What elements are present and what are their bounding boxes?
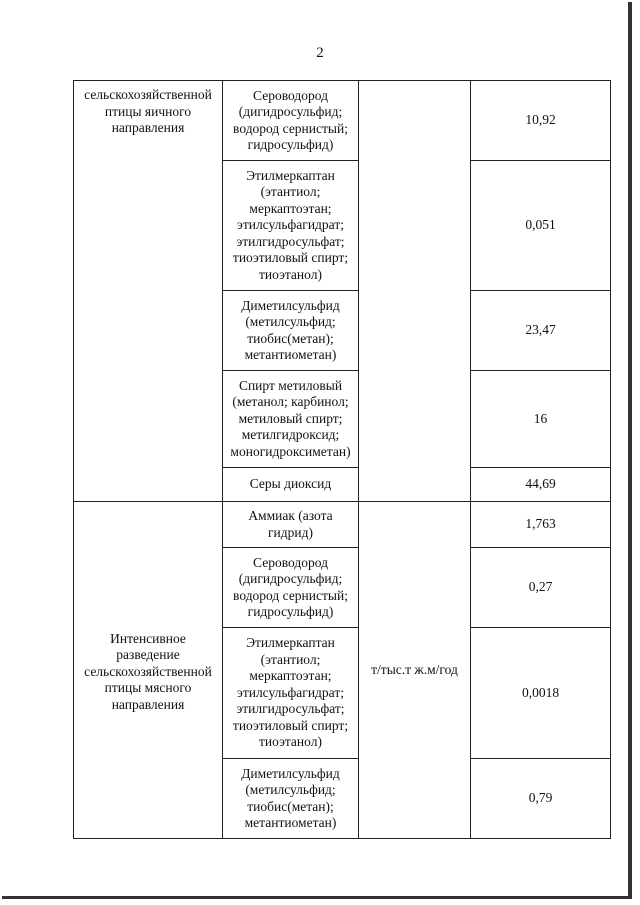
unit-cell: т/тыс.т ж.м/год <box>359 502 471 839</box>
substance-cell: Аммиак (азота гидрид) <box>223 502 359 548</box>
substance-cell: Сероводород (дигидросульфид; водород сернистый; гидросульфид) <box>223 548 359 628</box>
value-cell: 1,763 <box>471 502 611 548</box>
page-number: 2 <box>316 45 324 61</box>
activity-cell-egg-poultry: сельскохозяйственной птицы яичного направления <box>74 81 223 502</box>
value-cell: 0,051 <box>471 161 611 291</box>
value-cell: 0,27 <box>471 548 611 628</box>
substance-cell: Спирт метиловый (метанол; карбинол; метиловый спирт; метилгидроксид; моногидроксиметан) <box>223 371 359 468</box>
table-row <box>74 81 611 161</box>
substance-cell: Серы диоксид <box>223 468 359 502</box>
table-row <box>74 502 611 548</box>
substance-cell: Диметилсульфид (метилсульфид; тиобис(метан); метантиометан) <box>223 759 359 839</box>
value-cell: 16 <box>471 371 611 468</box>
substance-cell: Диметилсульфид (метилсульфид; тиобис(метан); метантиометан) <box>223 291 359 371</box>
emissions-table <box>73 80 611 839</box>
activity-cell-meat-poultry: Интенсивное разведение сельскохозяйственной птицы мясного направления <box>74 502 223 839</box>
value-cell: 44,69 <box>471 468 611 502</box>
value-cell: 23,47 <box>471 291 611 371</box>
unit-cell-empty <box>359 81 471 502</box>
substance-cell: Этилмеркаптан (этантиол; меркаптоэтан; этилсульфагидрат; этилгидросульфат; тиоэтиловый спирт; тиоэтанол) <box>223 161 359 291</box>
substance-cell: Сероводород (дигидросульфид; водород сернистый; гидросульфид) <box>223 81 359 161</box>
value-cell: 0,0018 <box>471 628 611 759</box>
value-cell: 10,92 <box>471 81 611 161</box>
value-cell: 0,79 <box>471 759 611 839</box>
substance-cell: Этилмеркаптан (этантиол; меркаптоэтан; этилсульфагидрат; этилгидросульфат; тиоэтиловый спирт; тиоэтанол) <box>223 628 359 759</box>
